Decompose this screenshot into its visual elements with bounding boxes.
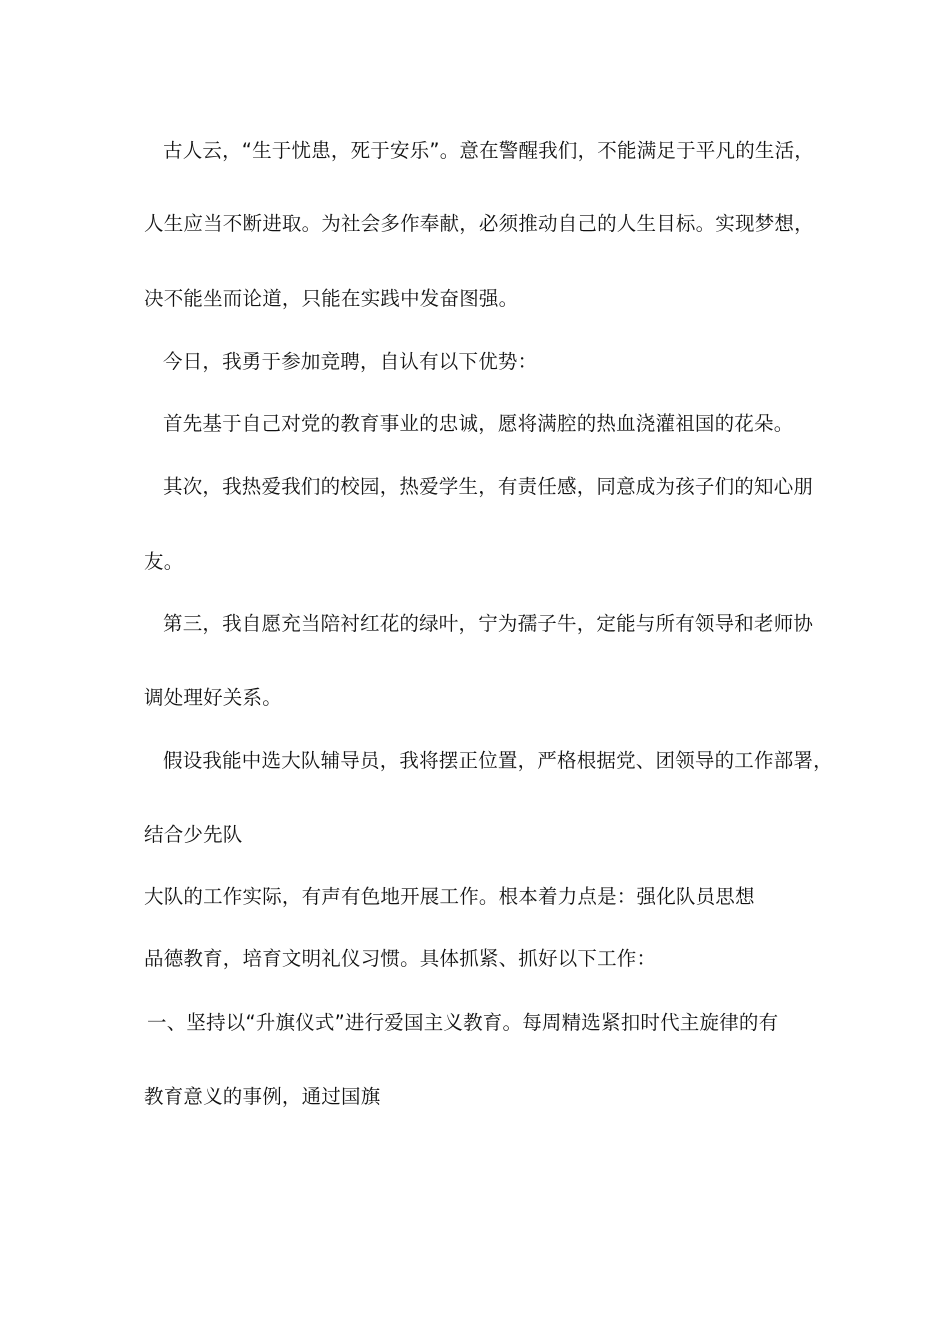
paragraph-line-6: 其次，我热爱我们的校园，热爱学生，有责任感，同意成为孩子们的知心朋 xyxy=(163,475,814,498)
paragraph-line-13: 品德教育，培育文明礼仪习惯。具体抓紧、抓好以下工作： xyxy=(144,947,657,970)
paragraph-line-7: 友。 xyxy=(144,550,184,573)
paragraph-line-9: 调处理好关系。 xyxy=(144,686,282,709)
paragraph-line-11: 结合少先队 xyxy=(144,823,243,846)
paragraph-line-5: 首先基于自己对党的教育事业的忠诚，愿将满腔的热血浇灌祖国的花朵。 xyxy=(163,412,794,435)
paragraph-line-4: 今日，我勇于参加竞聘，自认有以下优势： xyxy=(163,350,538,373)
paragraph-line-2: 人生应当不断进取。为社会多作奉献，必须推动自己的人生目标。实现梦想， xyxy=(144,212,814,235)
paragraph-line-10: 假设我能中选大队辅导员，我将摆正位置，严格根据党、团领导的工作部署， xyxy=(163,749,833,772)
paragraph-line-8: 第三，我自愿充当陪衬红花的绿叶，宁为孺子牛，定能与所有领导和老师协 xyxy=(163,612,814,635)
paragraph-line-15: 教育意义的事例，通过国旗 xyxy=(144,1085,381,1108)
paragraph-line-1: 古人云，“生于忧患，死于安乐”。意在警醒我们，不能满足于平凡的生活， xyxy=(163,139,815,162)
paragraph-line-12: 大队的工作实际，有声有色地开展工作。根本着力点是：强化队员思想 xyxy=(144,885,755,908)
paragraph-line-3: 决不能坐而论道，只能在实践中发奋图强。 xyxy=(144,287,519,310)
paragraph-line-14: 一、坚持以“升旗仪式”进行爱国主义教育。每周精选紧扣时代主旋律的有 xyxy=(147,1011,779,1034)
